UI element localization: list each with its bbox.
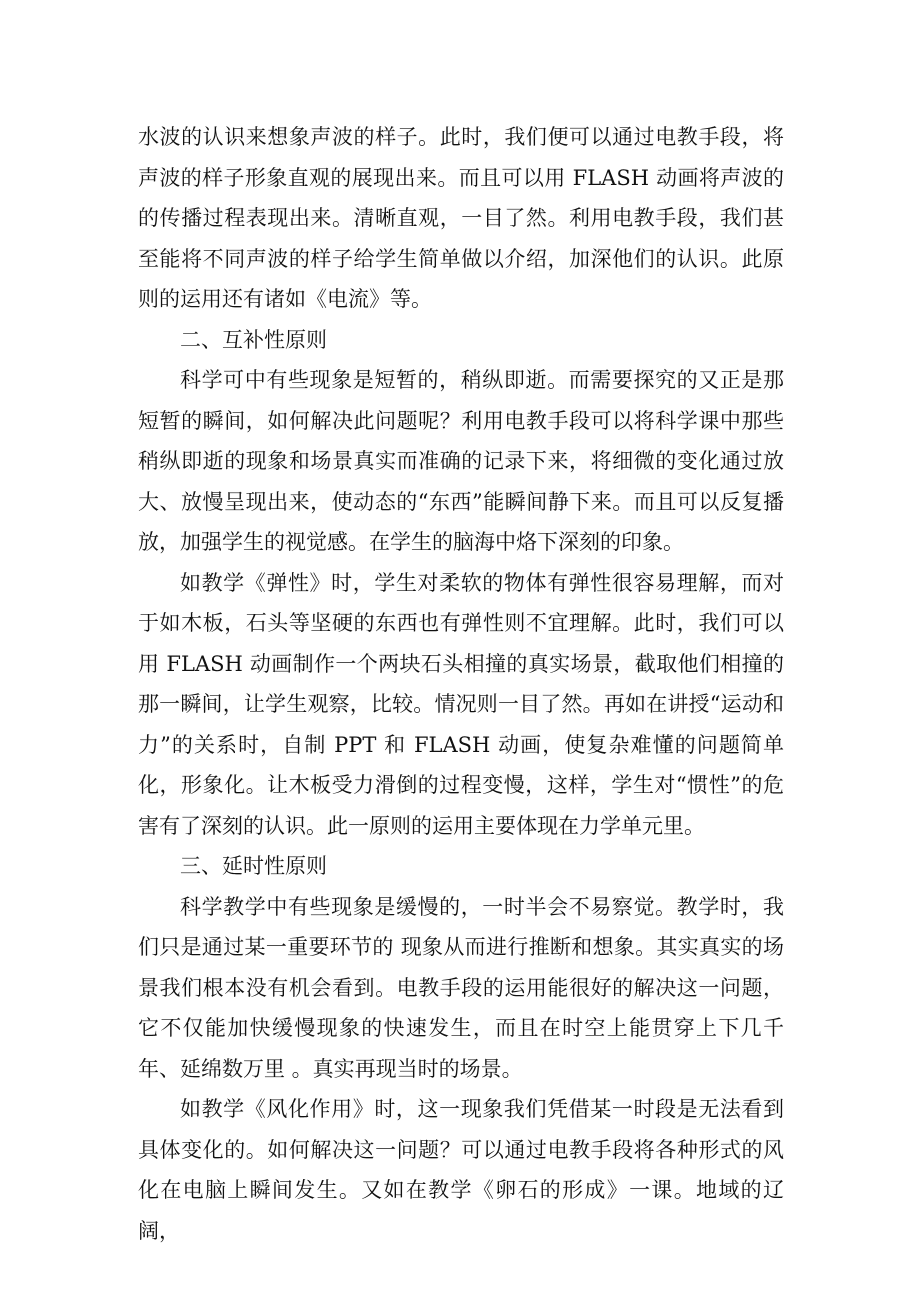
paragraph-delay-principle: 科学教学中有些现象是缓慢的，一时半会不易察觉。教学时，我们只是通过某一重要环节的 现象从而进行推断和想象。其实真实的场景我们根本没有机会看到。电教手段的运用能很好的解决这一问题，它不仅能加快缓慢现象的快速发生，而且在时空上能贯穿上下几千年、延绵数万里 。真实再现当时的场景。 bbox=[138, 894, 784, 1081]
document-page bbox=[138, 117, 784, 1251]
paragraph-weathering-example: 如教学《风化作用》时，这一现象我们凭借某一时段是无法看到具体变化的。如何解决这一问题？可以通过电教手段将各种形式的风化在电脑上瞬间发生。又如在教学《卵石的形成》一课。地域的辽阔， bbox=[138, 1097, 784, 1243]
paragraph-continuation: 水波的认识来想象声波的样子。此时，我们便可以通过电教手段，将声波的样子形象直观的展现出来。而且可以用 FLASH 动画将声波的的传播过程表现出来。清晰直观，一目了然。利用电教手段，我们甚至能将不同声波的样子给学生简单做以介绍，加深他们的认识。此原则的运用还有诸如《电流》等。 bbox=[138, 125, 784, 311]
paragraph-complementary-principle: 科学可中有些现象是短暂的，稍纵即逝。而需要探究的又正是那短暂的瞬间，如何解决此问题呢？利用电教手段可以将科学课中那些稍纵即逝的现象和场景真实而准确的记录下来，将细微的变化通过放大、放慢呈现出来，使动态的“东西”能瞬间静下来。而且可以反复播放，加强学生的视觉感。在学生的脑海中烙下深刻的印象。 bbox=[138, 368, 784, 554]
section-heading-delay: 三、延时性原则 bbox=[180, 854, 327, 878]
paragraph-elasticity-example: 如教学《弹性》时，学生对柔软的物体有弹性很容易理解，而对于如木板，石头等坚硬的东西也有弹性则不宜理解。此时，我们可以用 FLASH 动画制作一个两块石头相撞的真实场景，截取他们相撞的那一瞬间，让学生观察，比较。情况则一目了然。再如在讲授“运动和力”的关系时，自制 PPT 和 FLASH 动画，使复杂难懂的问题简单化，形象化。让木板受力滑倒的过程变慢，这样，学生对“惯性”的危害有了深刻的认识。此一原则的运用主要体现在力学单元里。 bbox=[138, 570, 784, 838]
section-heading-complementary: 二、互补性原则 bbox=[180, 327, 327, 352]
